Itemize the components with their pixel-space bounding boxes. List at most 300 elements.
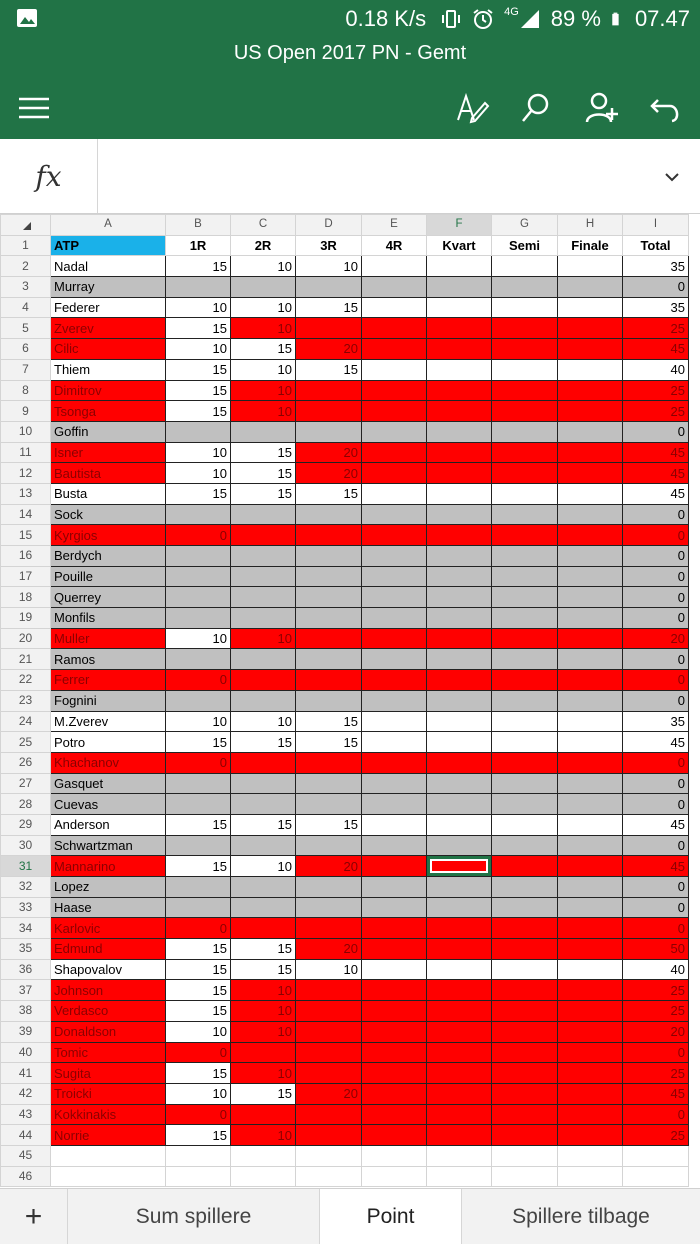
row-header[interactable]: 42	[1, 1083, 51, 1104]
row-header[interactable]: 9	[1, 401, 51, 422]
player-name-cell[interactable]: Fognini	[51, 690, 166, 711]
cell[interactable]	[362, 1001, 427, 1022]
cell[interactable]: 40	[623, 359, 689, 380]
cell[interactable]	[427, 256, 492, 277]
cell[interactable]	[231, 1166, 296, 1187]
cell[interactable]	[427, 1021, 492, 1042]
cell[interactable]	[427, 483, 492, 504]
cell[interactable]	[427, 959, 492, 980]
row-header[interactable]: 16	[1, 546, 51, 567]
player-name-cell[interactable]: Mannarino	[51, 856, 166, 877]
cell[interactable]	[623, 1166, 689, 1187]
cell[interactable]	[492, 897, 558, 918]
player-name-cell[interactable]: Edmund	[51, 939, 166, 960]
player-name-cell[interactable]: Isner	[51, 442, 166, 463]
cell[interactable]	[492, 401, 558, 422]
cell[interactable]	[427, 918, 492, 939]
cell[interactable]: 10	[296, 959, 362, 980]
player-name-cell[interactable]: Anderson	[51, 814, 166, 835]
cell[interactable]	[558, 1145, 623, 1166]
row-header[interactable]: 5	[1, 318, 51, 339]
cell[interactable]	[166, 277, 231, 298]
cell[interactable]: 25	[623, 980, 689, 1001]
cell[interactable]	[362, 401, 427, 422]
row-header[interactable]: 19	[1, 608, 51, 629]
cell[interactable]	[492, 380, 558, 401]
cell[interactable]: 25	[623, 318, 689, 339]
cell[interactable]	[296, 980, 362, 1001]
cell[interactable]	[492, 877, 558, 898]
sheet-table[interactable]	[0, 214, 689, 1187]
cell[interactable]: 45	[623, 856, 689, 877]
column-header-b[interactable]: B	[166, 215, 231, 236]
cell[interactable]	[558, 401, 623, 422]
cell[interactable]	[558, 546, 623, 567]
player-name-cell[interactable]: Haase	[51, 897, 166, 918]
row-header[interactable]: 45	[1, 1145, 51, 1166]
cell[interactable]: 0	[623, 546, 689, 567]
cell[interactable]	[231, 504, 296, 525]
spreadsheet-grid[interactable]	[0, 214, 700, 1187]
cell[interactable]	[166, 773, 231, 794]
share-person-icon[interactable]	[584, 90, 620, 126]
cell[interactable]: 15	[296, 732, 362, 753]
cell[interactable]	[362, 711, 427, 732]
row-header[interactable]: 15	[1, 525, 51, 546]
row-header[interactable]: 43	[1, 1104, 51, 1125]
cell[interactable]	[362, 980, 427, 1001]
cell[interactable]	[427, 587, 492, 608]
cell[interactable]: 10	[231, 380, 296, 401]
cell[interactable]: 0	[166, 752, 231, 773]
cell[interactable]	[296, 1104, 362, 1125]
cell[interactable]	[558, 608, 623, 629]
cell[interactable]	[492, 794, 558, 815]
cell[interactable]	[492, 1166, 558, 1187]
cell[interactable]	[362, 814, 427, 835]
player-name-cell[interactable]: Muller	[51, 628, 166, 649]
player-name-cell[interactable]: Kyrgios	[51, 525, 166, 546]
cell[interactable]	[362, 483, 427, 504]
row-header[interactable]: 1	[1, 235, 51, 256]
cell[interactable]: 0	[623, 794, 689, 815]
cell[interactable]	[558, 339, 623, 360]
cell[interactable]	[296, 587, 362, 608]
cell[interactable]	[427, 670, 492, 691]
cell[interactable]: 0	[623, 587, 689, 608]
cell[interactable]: 10	[231, 1021, 296, 1042]
cell[interactable]	[362, 1166, 427, 1187]
player-name-cell[interactable]: Troicki	[51, 1083, 166, 1104]
column-header-e[interactable]: E	[362, 215, 427, 236]
cell[interactable]	[362, 897, 427, 918]
cell[interactable]	[558, 835, 623, 856]
cell[interactable]	[296, 525, 362, 546]
cell[interactable]	[427, 835, 492, 856]
row-header[interactable]: 10	[1, 421, 51, 442]
cell[interactable]	[296, 794, 362, 815]
cell[interactable]: 20	[296, 339, 362, 360]
cell[interactable]	[362, 959, 427, 980]
cell[interactable]: 10	[166, 711, 231, 732]
cell[interactable]	[558, 1021, 623, 1042]
cell[interactable]	[492, 442, 558, 463]
cell[interactable]	[51, 1145, 166, 1166]
cell[interactable]: 0	[623, 277, 689, 298]
cell[interactable]	[492, 566, 558, 587]
cell[interactable]: 15	[166, 359, 231, 380]
cell[interactable]	[362, 442, 427, 463]
cell[interactable]	[492, 1145, 558, 1166]
cell[interactable]	[492, 773, 558, 794]
cell[interactable]	[427, 463, 492, 484]
cell[interactable]	[558, 1042, 623, 1063]
cell[interactable]	[427, 401, 492, 422]
cell[interactable]	[362, 1125, 427, 1146]
cell[interactable]	[231, 794, 296, 815]
cell[interactable]: 10	[231, 256, 296, 277]
cell[interactable]	[492, 277, 558, 298]
header-cell[interactable]: Semi	[492, 235, 558, 256]
cell[interactable]	[492, 1104, 558, 1125]
cell[interactable]	[427, 752, 492, 773]
cell[interactable]	[51, 1166, 166, 1187]
tab-point[interactable]: Point	[320, 1189, 462, 1244]
column-header-g[interactable]: G	[492, 215, 558, 236]
cell[interactable]	[231, 421, 296, 442]
cell[interactable]: 45	[623, 732, 689, 753]
cell[interactable]	[362, 546, 427, 567]
cell[interactable]	[492, 690, 558, 711]
cell[interactable]	[166, 649, 231, 670]
cell[interactable]	[427, 1063, 492, 1084]
cell[interactable]	[296, 670, 362, 691]
cell[interactable]	[427, 421, 492, 442]
player-name-cell[interactable]: Goffin	[51, 421, 166, 442]
cell[interactable]	[296, 277, 362, 298]
cell[interactable]: 10	[231, 1063, 296, 1084]
cell[interactable]: 0	[166, 670, 231, 691]
cell[interactable]	[492, 339, 558, 360]
cell[interactable]	[492, 670, 558, 691]
cell[interactable]: 10	[231, 711, 296, 732]
menu-icon[interactable]	[16, 90, 52, 126]
player-name-cell[interactable]: Murray	[51, 277, 166, 298]
cell[interactable]: 25	[623, 401, 689, 422]
cell[interactable]: 15	[231, 442, 296, 463]
column-header-h[interactable]: H	[558, 215, 623, 236]
cell[interactable]	[427, 980, 492, 1001]
player-name-cell[interactable]: Donaldson	[51, 1021, 166, 1042]
cell[interactable]: 35	[623, 297, 689, 318]
cell[interactable]: 15	[231, 483, 296, 504]
cell[interactable]: 15	[166, 1063, 231, 1084]
cell[interactable]	[427, 380, 492, 401]
cell[interactable]: 20	[296, 1083, 362, 1104]
cell[interactable]	[492, 711, 558, 732]
row-header[interactable]: 12	[1, 463, 51, 484]
tab-sum-spillere[interactable]: Sum spillere	[68, 1189, 320, 1244]
cell[interactable]	[427, 690, 492, 711]
cell[interactable]	[296, 690, 362, 711]
cell[interactable]: 35	[623, 256, 689, 277]
cell[interactable]	[427, 939, 492, 960]
cell[interactable]	[296, 649, 362, 670]
player-name-cell[interactable]: Khachanov	[51, 752, 166, 773]
row-header[interactable]: 40	[1, 1042, 51, 1063]
row-header[interactable]: 25	[1, 732, 51, 753]
cell[interactable]: 45	[623, 463, 689, 484]
cell[interactable]	[558, 277, 623, 298]
cell[interactable]: 15	[231, 959, 296, 980]
player-name-cell[interactable]: Norrie	[51, 1125, 166, 1146]
cell[interactable]	[492, 628, 558, 649]
cell[interactable]	[558, 711, 623, 732]
header-cell[interactable]: 4R	[362, 235, 427, 256]
cell[interactable]	[296, 877, 362, 898]
cell[interactable]	[558, 318, 623, 339]
cell[interactable]	[362, 939, 427, 960]
cell[interactable]: 15	[166, 483, 231, 504]
cell[interactable]	[427, 1083, 492, 1104]
cell[interactable]	[231, 752, 296, 773]
player-name-cell[interactable]: Pouille	[51, 566, 166, 587]
cell[interactable]	[296, 546, 362, 567]
column-header-f[interactable]: F	[427, 215, 492, 236]
cell[interactable]: 0	[166, 1042, 231, 1063]
cell[interactable]	[427, 1145, 492, 1166]
player-name-cell[interactable]: Monfils	[51, 608, 166, 629]
row-header[interactable]: 20	[1, 628, 51, 649]
cell[interactable]	[492, 608, 558, 629]
cell[interactable]	[558, 939, 623, 960]
cell[interactable]	[231, 877, 296, 898]
cell[interactable]	[231, 690, 296, 711]
player-name-cell[interactable]: Johnson	[51, 980, 166, 1001]
cell[interactable]	[231, 277, 296, 298]
cell[interactable]: 10	[231, 856, 296, 877]
cell[interactable]	[558, 566, 623, 587]
cell[interactable]: 15	[231, 463, 296, 484]
cell[interactable]	[558, 1166, 623, 1187]
cell[interactable]	[427, 318, 492, 339]
player-name-cell[interactable]: Verdasco	[51, 1001, 166, 1022]
cell[interactable]	[492, 1063, 558, 1084]
cell[interactable]	[296, 1145, 362, 1166]
row-header[interactable]: 8	[1, 380, 51, 401]
player-name-cell[interactable]: Querrey	[51, 587, 166, 608]
cell[interactable]	[492, 483, 558, 504]
cell[interactable]	[427, 773, 492, 794]
row-header[interactable]: 28	[1, 794, 51, 815]
cell[interactable]: 0	[623, 525, 689, 546]
column-header-i[interactable]: I	[623, 215, 689, 236]
cell[interactable]	[558, 525, 623, 546]
cell[interactable]	[362, 877, 427, 898]
row-header[interactable]: 11	[1, 442, 51, 463]
cell[interactable]	[558, 856, 623, 877]
cell[interactable]	[427, 1166, 492, 1187]
cell[interactable]	[296, 1125, 362, 1146]
cell[interactable]: 25	[623, 1001, 689, 1022]
cell[interactable]	[362, 649, 427, 670]
row-header[interactable]: 18	[1, 587, 51, 608]
cell[interactable]: 0	[623, 566, 689, 587]
player-name-cell[interactable]: Ramos	[51, 649, 166, 670]
row-header[interactable]: 36	[1, 959, 51, 980]
cell[interactable]	[362, 587, 427, 608]
cell[interactable]	[362, 918, 427, 939]
cell[interactable]	[296, 1166, 362, 1187]
row-header[interactable]: 37	[1, 980, 51, 1001]
cell[interactable]	[558, 980, 623, 1001]
cell[interactable]	[231, 608, 296, 629]
cell[interactable]: 15	[166, 256, 231, 277]
cell[interactable]: 15	[166, 1125, 231, 1146]
cell[interactable]: 15	[231, 339, 296, 360]
cell[interactable]: 10	[231, 1125, 296, 1146]
cell[interactable]	[166, 566, 231, 587]
tab-spillere-tilbage[interactable]: Spillere tilbage	[512, 1205, 650, 1228]
cell[interactable]	[492, 359, 558, 380]
player-name-cell[interactable]: Tsonga	[51, 401, 166, 422]
player-name-cell[interactable]: Kokkinakis	[51, 1104, 166, 1125]
row-header[interactable]: 46	[1, 1166, 51, 1187]
cell[interactable]	[558, 359, 623, 380]
cell[interactable]: 45	[623, 339, 689, 360]
cell[interactable]	[362, 504, 427, 525]
row-header[interactable]: 35	[1, 939, 51, 960]
cell[interactable]: 20	[296, 939, 362, 960]
cell[interactable]: 0	[623, 752, 689, 773]
cell[interactable]	[166, 690, 231, 711]
cell[interactable]	[558, 380, 623, 401]
player-name-cell[interactable]: Karlovic	[51, 918, 166, 939]
cell[interactable]	[558, 959, 623, 980]
cell[interactable]	[427, 711, 492, 732]
cell[interactable]	[492, 939, 558, 960]
cell[interactable]	[296, 1021, 362, 1042]
cell[interactable]: 35	[623, 711, 689, 732]
cell[interactable]	[296, 1042, 362, 1063]
cell[interactable]: 45	[623, 442, 689, 463]
cell[interactable]: 10	[231, 1001, 296, 1022]
cell[interactable]: 10	[166, 339, 231, 360]
cell[interactable]: 0	[623, 608, 689, 629]
row-header[interactable]: 30	[1, 835, 51, 856]
player-name-cell[interactable]: M.Zverev	[51, 711, 166, 732]
player-name-cell[interactable]: Schwartzman	[51, 835, 166, 856]
cell[interactable]	[427, 877, 492, 898]
cell[interactable]: 15	[296, 297, 362, 318]
cell[interactable]: 40	[623, 959, 689, 980]
row-header[interactable]: 29	[1, 814, 51, 835]
cell[interactable]	[558, 670, 623, 691]
row-header[interactable]: 24	[1, 711, 51, 732]
row-header[interactable]: 33	[1, 897, 51, 918]
row-header[interactable]: 17	[1, 566, 51, 587]
cell[interactable]	[558, 897, 623, 918]
cell[interactable]	[362, 670, 427, 691]
cell[interactable]	[558, 421, 623, 442]
cell[interactable]	[558, 773, 623, 794]
cell[interactable]	[427, 277, 492, 298]
cell[interactable]	[492, 835, 558, 856]
cell[interactable]	[296, 897, 362, 918]
cell[interactable]	[296, 835, 362, 856]
cell[interactable]	[427, 897, 492, 918]
cell[interactable]	[296, 421, 362, 442]
cell[interactable]	[492, 649, 558, 670]
cell[interactable]	[231, 525, 296, 546]
cell[interactable]: 0	[623, 421, 689, 442]
player-name-cell[interactable]: Tomic	[51, 1042, 166, 1063]
row-header[interactable]: 3	[1, 277, 51, 298]
cell[interactable]: 15	[231, 939, 296, 960]
cell[interactable]	[362, 1145, 427, 1166]
cell[interactable]	[492, 525, 558, 546]
cell[interactable]	[427, 732, 492, 753]
cell[interactable]	[166, 587, 231, 608]
cell[interactable]: 0	[166, 525, 231, 546]
cell[interactable]	[427, 628, 492, 649]
cell[interactable]	[296, 1001, 362, 1022]
cell[interactable]	[558, 483, 623, 504]
cell[interactable]: 0	[623, 773, 689, 794]
row-header[interactable]: 2	[1, 256, 51, 277]
row-header[interactable]: 38	[1, 1001, 51, 1022]
cell[interactable]	[362, 752, 427, 773]
cell[interactable]: 0	[623, 1042, 689, 1063]
cell[interactable]	[492, 297, 558, 318]
fx-label[interactable]: fx	[0, 139, 98, 213]
cell[interactable]	[231, 1042, 296, 1063]
row-header[interactable]: 26	[1, 752, 51, 773]
cell[interactable]	[427, 608, 492, 629]
cell[interactable]	[166, 897, 231, 918]
cell[interactable]	[558, 918, 623, 939]
cell[interactable]	[427, 339, 492, 360]
cell[interactable]	[492, 1083, 558, 1104]
cell[interactable]	[296, 318, 362, 339]
column-header-a[interactable]: A	[51, 215, 166, 236]
cell[interactable]	[231, 1104, 296, 1125]
cell[interactable]	[492, 421, 558, 442]
cell[interactable]: 10	[231, 628, 296, 649]
cell[interactable]	[558, 877, 623, 898]
row-header[interactable]: 6	[1, 339, 51, 360]
cell[interactable]: 0	[623, 690, 689, 711]
cell[interactable]	[492, 980, 558, 1001]
cell[interactable]	[166, 877, 231, 898]
player-name-cell[interactable]: Sugita	[51, 1063, 166, 1084]
cell[interactable]	[296, 608, 362, 629]
player-name-cell[interactable]: Busta	[51, 483, 166, 504]
player-name-cell[interactable]: Nadal	[51, 256, 166, 277]
cell[interactable]: 20	[296, 856, 362, 877]
cell[interactable]	[362, 463, 427, 484]
cell[interactable]: 10	[166, 442, 231, 463]
cell[interactable]	[427, 649, 492, 670]
cell[interactable]	[558, 814, 623, 835]
player-name-cell[interactable]: Potro	[51, 732, 166, 753]
cell[interactable]	[362, 1063, 427, 1084]
chevron-down-icon[interactable]	[662, 167, 682, 187]
cell[interactable]: 15	[166, 980, 231, 1001]
row-header[interactable]: 21	[1, 649, 51, 670]
cell[interactable]: 15	[166, 401, 231, 422]
cell[interactable]	[296, 566, 362, 587]
